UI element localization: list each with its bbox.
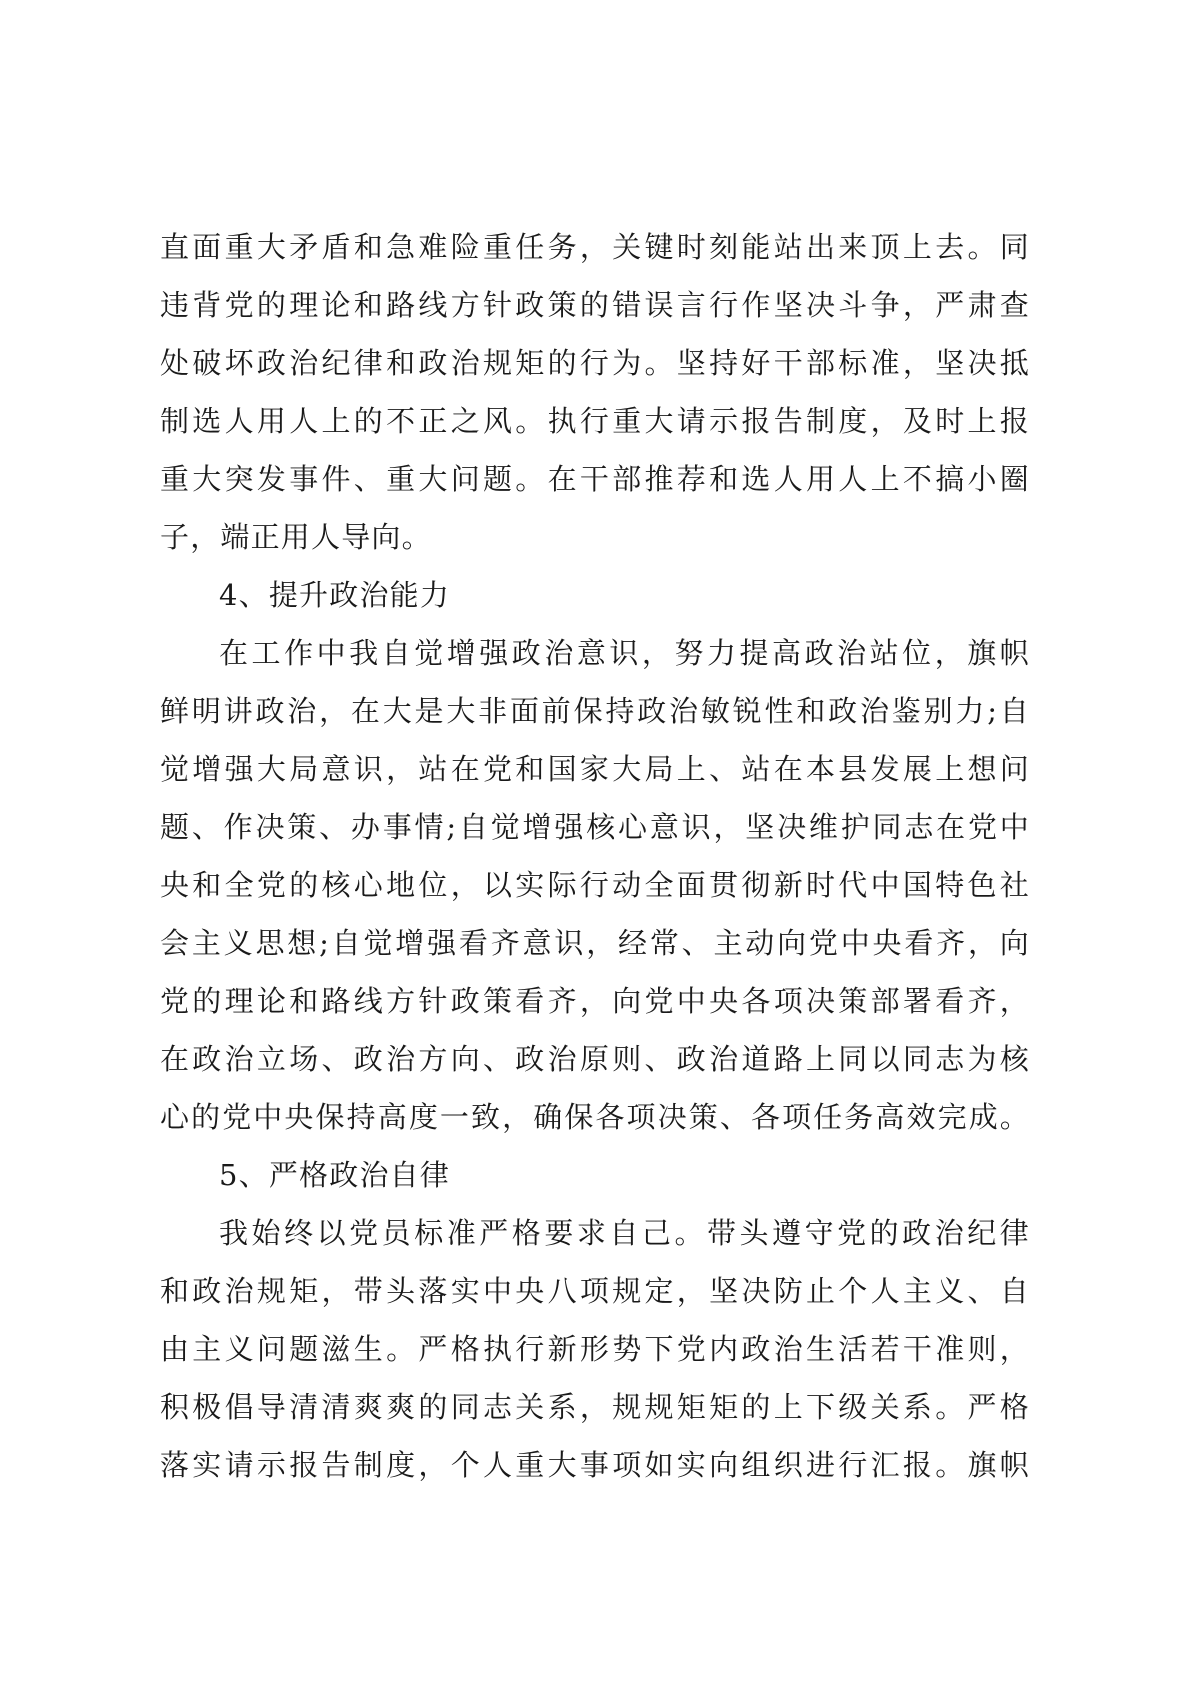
body-line: 在工作中我自觉增强政治意识，努力提高政治站位，旗帜 <box>219 636 1030 670</box>
document-body <box>160 218 1030 1494</box>
body-line: 和政治规矩，带头落实中央八项规定，坚决防止个人主义、自 <box>160 1274 1030 1308</box>
body-line: 觉增强大局意识，站在党和国家大局上、站在本县发展上想问 <box>160 752 1030 786</box>
body-line: 我始终以党员标准严格要求自己。带头遵守党的政治纪律 <box>219 1216 1030 1250</box>
body-line: 党的理论和路线方针政策看齐，向党中央各项决策部署看齐， <box>160 984 1030 1018</box>
body-line: 在政治立场、政治方向、政治原则、政治道路上同以同志为核 <box>160 1042 1030 1076</box>
body-line: 处破坏政治纪律和政治规矩的行为。坚持好干部标准，坚决抵 <box>160 346 1030 380</box>
body-line: 直面重大矛盾和急难险重任务，关键时刻能站出来顶上去。同 <box>160 230 1030 264</box>
body-line: 违背党的理论和路线方针政策的错误言行作坚决斗争，严肃查 <box>160 288 1030 322</box>
body-line: 落实请示报告制度，个人重大事项如实向组织进行汇报。旗帜 <box>160 1448 1030 1482</box>
section-heading: 4、提升政治能力 <box>219 578 451 612</box>
body-line: 心的党中央保持高度一致，确保各项决策、各项任务高效完成。 <box>160 1100 1030 1134</box>
body-line: 央和全党的核心地位，以实际行动全面贯彻新时代中国特色社 <box>160 868 1030 902</box>
body-line: 会主义思想;自觉增强看齐意识，经常、主动向党中央看齐，向 <box>160 926 1030 960</box>
section-heading: 5、严格政治自律 <box>219 1158 451 1192</box>
body-line: 子，端正用人导向。 <box>160 520 432 554</box>
body-line: 重大突发事件、重大问题。在干部推荐和选人用人上不搞小圈 <box>160 462 1030 496</box>
body-line: 制选人用人上的不正之风。执行重大请示报告制度，及时上报 <box>160 404 1030 438</box>
body-line: 题、作决策、办事情;自觉增强核心意识，坚决维护同志在党中 <box>160 810 1030 844</box>
body-line: 鲜明讲政治，在大是大非面前保持政治敏锐性和政治鉴别力;自 <box>160 694 1030 728</box>
body-line: 由主义问题滋生。严格执行新形势下党内政治生活若干准则， <box>160 1332 1030 1366</box>
body-line: 积极倡导清清爽爽的同志关系，规规矩矩的上下级关系。严格 <box>160 1390 1030 1424</box>
